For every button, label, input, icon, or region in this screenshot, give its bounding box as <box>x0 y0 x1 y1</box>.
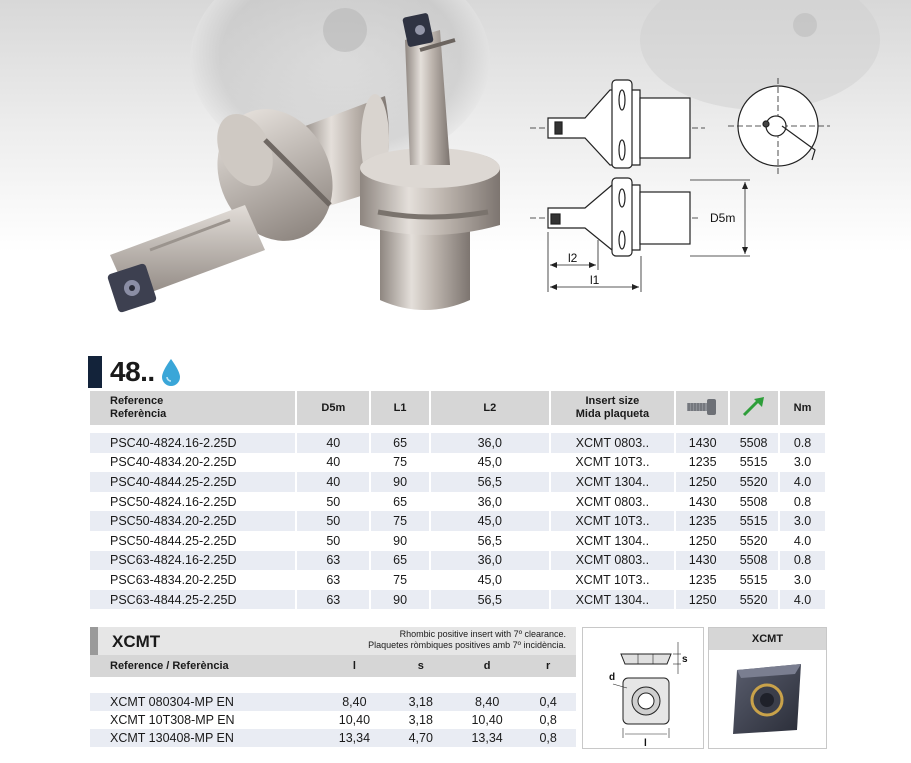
xcell-l: 10,40 <box>338 713 371 727</box>
cell-reference: PSC40-4834.20-2.25D <box>90 453 296 473</box>
hero-banner <box>0 0 911 350</box>
cell-l1: 90 <box>370 590 430 610</box>
xcmt-table-header <box>90 655 576 677</box>
cell-key: 5508 <box>729 433 779 453</box>
torx-key-icon <box>740 395 768 419</box>
cell-l2: 45,0 <box>430 570 550 590</box>
xcell-r: 0,8 <box>539 713 557 727</box>
cell-d5m: 63 <box>296 551 370 571</box>
table-row <box>90 472 825 492</box>
xcmt-insert-block <box>90 627 576 747</box>
cell-reference: PSC63-4844.25-2.25D <box>90 590 296 610</box>
cell-l1: 90 <box>370 472 430 492</box>
l2-label: l2 <box>568 251 578 265</box>
xcol-l: l <box>321 655 387 677</box>
cell-insert-size: XCMT 1304.. <box>550 590 676 610</box>
xcell-r: 0,8 <box>520 729 576 747</box>
product-photo <box>0 0 911 350</box>
xcol-s: s <box>388 655 454 677</box>
cell-l1: 75 <box>370 453 430 473</box>
holder-table <box>90 391 825 609</box>
xcmt-description: Rhombic positive insert with 7º clearance. Plaquetes ròmbiques positives amb 7º incidència. <box>368 629 566 650</box>
xcell-s: 3,18 <box>408 713 433 727</box>
insert-photo-box <box>708 627 827 749</box>
xcmt-accent-bar <box>90 627 98 655</box>
col-key <box>729 391 779 425</box>
cell-nm: 0.8 <box>779 433 825 453</box>
xcell-l: 13,34 <box>321 729 387 747</box>
xcmt-title: XCMT <box>112 632 161 651</box>
cell-insert-size: XCMT 1304.. <box>550 472 676 492</box>
cell-insert-size: XCMT 0803.. <box>550 492 676 512</box>
d5m-label: D5m <box>710 211 736 225</box>
cell-reference: PSC40-4824.16-2.25D <box>90 433 296 453</box>
table-row <box>90 570 825 590</box>
cell-d5m: 40 <box>296 433 370 453</box>
cell-screw: 1430 <box>675 551 729 571</box>
xcol-reference: Reference / Referència <box>90 655 321 677</box>
cell-screw: 1250 <box>675 472 729 492</box>
series-title: 48.. <box>110 356 155 387</box>
cell-nm: 3.0 <box>779 511 825 531</box>
cell-l1: 75 <box>370 511 430 531</box>
cell-insert-size: XCMT 10T3.. <box>550 511 676 531</box>
cell-l1: 65 <box>370 433 430 453</box>
cell-nm: 4.0 <box>779 531 825 551</box>
xcmt-table <box>90 655 576 747</box>
screw-icon <box>685 396 719 418</box>
cell-d5m: 63 <box>296 570 370 590</box>
table-row <box>90 531 825 551</box>
insert-drawing <box>582 627 704 749</box>
xcell-s: 3,18 <box>388 693 454 711</box>
cell-d5m: 50 <box>296 511 370 531</box>
col-reference: Reference Referència <box>90 391 296 425</box>
col-l1: L1 <box>370 391 430 425</box>
cell-l2: 56,5 <box>430 531 550 551</box>
cell-insert-size: XCMT 0803.. <box>550 551 676 571</box>
cell-screw: 1250 <box>675 531 729 551</box>
table-row <box>90 433 825 453</box>
cell-key: 5515 <box>729 511 779 531</box>
cell-key: 5515 <box>729 570 779 590</box>
holder-table-header <box>90 391 825 425</box>
table-row <box>90 453 825 473</box>
col-insert-size: Insert size Mida plaqueta <box>550 391 676 425</box>
xcell-reference: XCMT 080304-MP EN <box>90 693 321 711</box>
xcell-d: 10,40 <box>471 713 503 727</box>
cell-l2: 36,0 <box>430 492 550 512</box>
xcmt-header <box>90 627 576 655</box>
col-nm: Nm <box>779 391 825 425</box>
cell-screw: 1430 <box>675 492 729 512</box>
xcell-s: 4,70 <box>388 729 454 747</box>
cell-d5m: 40 <box>296 472 370 492</box>
cell-l1: 65 <box>370 551 430 571</box>
cell-reference: PSC63-4824.16-2.25D <box>90 551 296 571</box>
table-row <box>90 729 576 747</box>
xcell-reference: XCMT 10T308-MP EN <box>110 713 235 727</box>
cell-screw: 1235 <box>675 453 729 473</box>
table-row <box>90 551 825 571</box>
cell-nm: 4.0 <box>779 590 825 610</box>
cell-insert-size: XCMT 10T3.. <box>550 570 676 590</box>
cell-key: 5508 <box>729 551 779 571</box>
insert-dimension-drawing <box>583 628 703 748</box>
table-row <box>90 693 576 711</box>
cell-nm: 0.8 <box>779 492 825 512</box>
cell-screw: 1235 <box>675 570 729 590</box>
cell-l1: 75 <box>370 570 430 590</box>
xcell-d: 8,40 <box>454 693 520 711</box>
cell-d5m: 50 <box>296 531 370 551</box>
table-row <box>90 590 825 610</box>
cell-key: 5508 <box>729 492 779 512</box>
insert-d-label: d <box>609 672 616 683</box>
cell-insert-size: XCMT 0803.. <box>550 433 676 453</box>
insert-photo <box>709 650 826 747</box>
xcol-d: d <box>454 655 520 677</box>
col-screw <box>675 391 729 425</box>
cell-screw: 1250 <box>675 590 729 610</box>
xcell-d: 13,34 <box>454 729 520 747</box>
cell-screw: 1430 <box>675 433 729 453</box>
col-l2: L2 <box>430 391 550 425</box>
xcell-reference: XCMT 130408-MP EN <box>90 729 321 747</box>
cell-reference: PSC50-4844.25-2.25D <box>90 531 296 551</box>
xcell-l: 8,40 <box>321 693 387 711</box>
table-row <box>90 711 576 729</box>
insert-l-label: l <box>644 738 647 748</box>
cell-insert-size: XCMT 1304.. <box>550 531 676 551</box>
cell-l2: 56,5 <box>430 472 550 492</box>
cell-nm: 3.0 <box>779 570 825 590</box>
cell-d5m: 63 <box>296 590 370 610</box>
table-row <box>90 511 825 531</box>
cell-l2: 36,0 <box>430 551 550 571</box>
cell-reference: PSC63-4834.20-2.25D <box>90 570 296 590</box>
l1-label: l1 <box>590 273 600 287</box>
title-accent-bar <box>88 356 102 388</box>
coolant-drop-icon <box>161 358 181 386</box>
cell-nm: 3.0 <box>779 453 825 473</box>
cell-reference: PSC40-4844.25-2.25D <box>90 472 296 492</box>
col-d5m: D5m <box>296 391 370 425</box>
insert-photo-header: XCMT <box>709 628 826 650</box>
cell-d5m: 50 <box>296 492 370 512</box>
cell-reference: PSC50-4824.16-2.25D <box>90 492 296 512</box>
cell-nm: 0.8 <box>779 551 825 571</box>
cell-key: 5520 <box>729 472 779 492</box>
cell-l2: 45,0 <box>430 453 550 473</box>
xcol-r: r <box>520 655 576 677</box>
cell-l2: 36,0 <box>430 433 550 453</box>
cell-key: 5520 <box>729 531 779 551</box>
cell-l1: 90 <box>370 531 430 551</box>
table-row <box>90 492 825 512</box>
cell-l2: 56,5 <box>430 590 550 610</box>
cell-nm: 4.0 <box>779 472 825 492</box>
cell-l2: 45,0 <box>430 511 550 531</box>
cell-insert-size: XCMT 10T3.. <box>550 453 676 473</box>
insert-s-label: s <box>682 654 688 665</box>
cell-key: 5520 <box>729 590 779 610</box>
cell-reference: PSC50-4834.20-2.25D <box>90 511 296 531</box>
cell-screw: 1235 <box>675 511 729 531</box>
xcell-r: 0,4 <box>520 693 576 711</box>
cell-key: 5515 <box>729 453 779 473</box>
series-title-row <box>88 356 181 388</box>
cell-d5m: 40 <box>296 453 370 473</box>
cell-l1: 65 <box>370 492 430 512</box>
